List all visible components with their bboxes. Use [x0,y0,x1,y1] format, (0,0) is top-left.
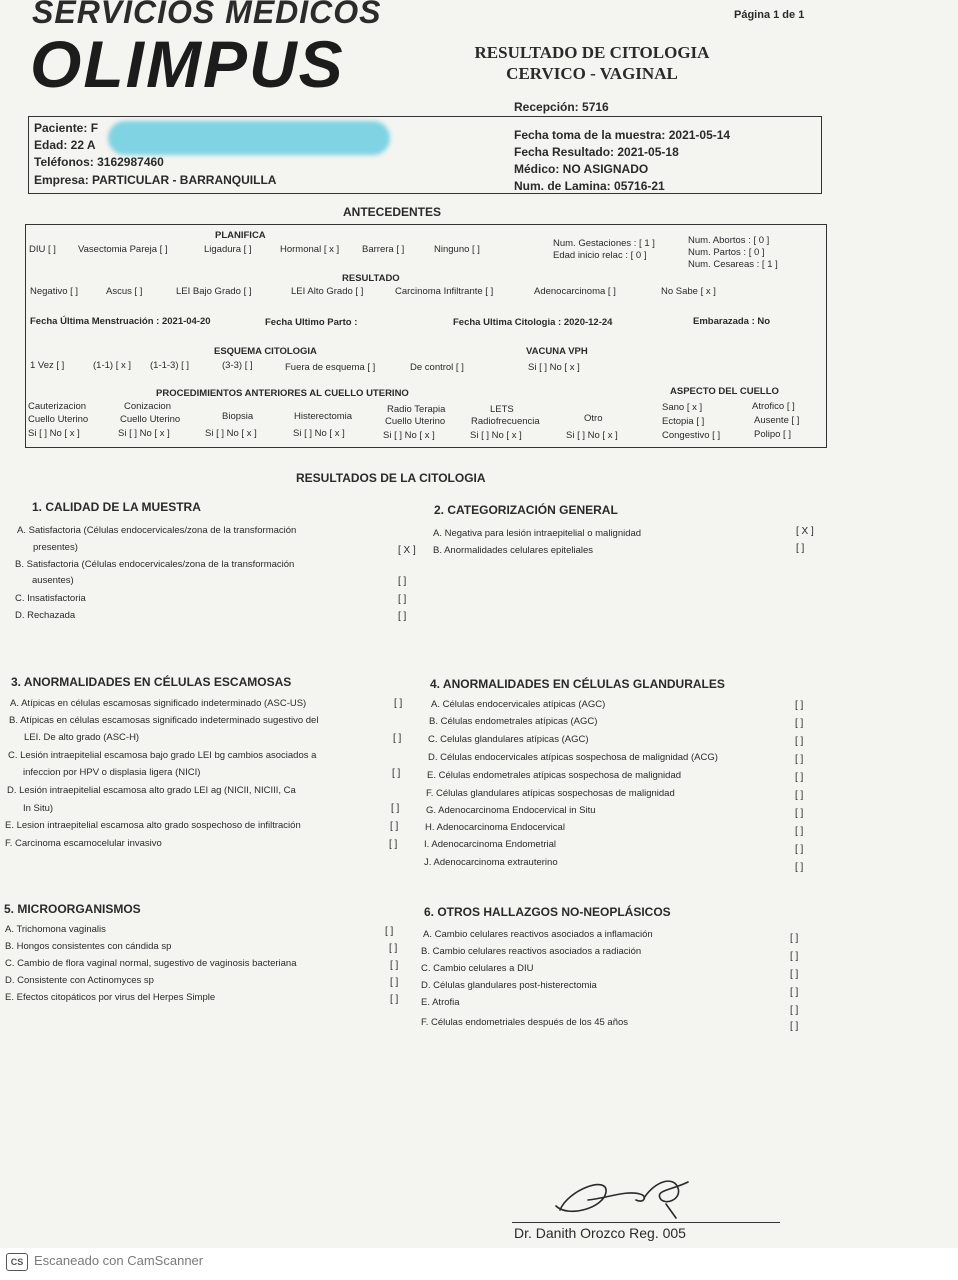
patient-company: Empresa: PARTICULAR - BARRANQUILLA [34,173,277,187]
planifica-ligadura: Ligadura [ ] [204,244,252,255]
s5-mark-b: [ ] [389,943,398,954]
s3-mark-f: [ ] [389,839,398,850]
redaction-mark [108,121,390,155]
proc-lets-value: Si [ ] No [ x ] [470,430,522,441]
s3-mark-b: [ ] [393,733,402,744]
s6-mark-e: [ ] [790,1005,799,1016]
esquema-title: ESQUEMA CITOLOGIA [214,346,317,357]
s5-item-b: B. Hongos consistentes con cándida sp [5,941,172,952]
s3-item-b2: LEI. De alto grado (ASC-H) [24,732,140,743]
signature-scribble [548,1170,708,1225]
s6-mark-c: [ ] [790,969,799,980]
aspecto-ausente: Ausente [ ] [754,415,800,426]
s1-item-c: C. Insatisfactoria [15,593,86,604]
planifica-title: PLANIFICA [215,230,266,241]
proc-histerectomia-value: Si [ ] No [ x ] [293,428,345,439]
s6-item-e: E. Atrofia [421,997,460,1008]
s4-item-j: J. Adenocarcinoma extrauterino [424,857,558,868]
aspecto-congestivo: Congestivo [ ] [662,430,721,441]
s1-item-a1: A. Satisfactoria (Células endocervicales/zona de la transformación [17,525,297,536]
s1-item-b1: B. Satisfactoria (Células endocervicales/zona de la transformación [15,559,295,570]
s5-mark-e: [ ] [390,994,399,1005]
proc-otro-value: Si [ ] No [ x ] [566,430,618,441]
cesareas: Num. Cesareas : [ 1 ] [688,259,778,270]
title-line2: CERVICO - VAGINAL [506,64,678,83]
planifica-barrera: Barrera [ ] [362,244,405,255]
planifica-hormonal: Hormonal [ x ] [280,244,340,255]
resultados-title: RESULTADOS DE LA CITOLOGIA [296,471,486,485]
s5-item-e: E. Efectos citopáticos por virus del Herpes Simple [5,992,216,1003]
s4-mark-a: [ ] [795,700,804,711]
reception-number: Recepción: 5716 [514,100,609,114]
s3-item-a: A. Atípicas en células escamosas significado indeterminado (ASC-US) [10,698,307,709]
s3-title: 3. ANORMALIDADES EN CÉLULAS ESCAMOSAS [11,675,292,689]
proc-radioterapia-value: Si [ ] No [ x ] [383,430,435,441]
aspecto-ectopia: Ectopia [ ] [662,416,705,427]
aspecto-polipo: Polipo [ ] [754,429,791,440]
s5-mark-d: [ ] [390,977,399,988]
s5-title: 5. MICROORGANISMOS [4,902,141,916]
planifica-ninguno: Ninguno [ ] [434,244,480,255]
s4-item-i: I. Adenocarcinoma Endometrial [424,839,557,850]
esquema-1-1-3: (1-1-3) [ ] [150,360,190,371]
signature-name: Dr. Danith Orozco Reg. 005 [514,1225,686,1241]
s5-item-c: C. Cambio de flora vaginal normal, sugestivo de vaginosis bacteriana [5,958,297,969]
s3-item-b1: B. Atípicas en células escamosas significado indeterminado sugestivo del [9,715,319,726]
proc-lets-l1: LETS [490,404,514,415]
s2-title: 2. CATEGORIZACIÓN GENERAL [434,503,618,517]
proc-conizacion-value: Si [ ] No [ x ] [118,428,170,439]
s2-item-b: B. Anormalidades celulares epiteliales [433,545,594,556]
s1-item-b2: ausentes) [32,575,74,586]
page-indicator: Página 1 de 1 [734,9,805,21]
s4-item-b: B. Células endometrales atípicas (AGC) [429,716,598,727]
s1-mark-b: [ ] [398,576,407,587]
s1-item-d: D. Rechazada [15,610,76,621]
s2-mark-a: [ X ] [796,526,814,537]
s3-item-d2: In Situ) [23,803,54,814]
s4-item-h: H. Adenocarcinoma Endocervical [425,822,565,833]
esquema-1vez: 1 Vez [ ] [30,360,65,371]
s4-mark-i: [ ] [795,844,804,855]
vacuna-title: VACUNA VPH [526,346,588,357]
s2-mark-b: [ ] [796,543,805,554]
logo-line2: OLIMPUS [30,27,345,101]
document-title [452,42,732,84]
partos: Num. Partos : [ 0 ] [688,247,765,258]
aspecto-atrofico: Atrofico [ ] [752,401,795,412]
s6-item-b: B. Cambio celulares reactivos asociados a radiación [421,946,642,957]
s4-mark-c: [ ] [795,736,804,747]
s3-item-d1: D. Lesión intraepitelial escamosa alto grado LEI ag (NICII, NICIII, Ca [7,785,296,796]
s6-mark-f: [ ] [790,1021,799,1032]
s2-item-a: A. Negativa para lesión intraepitelial o malignidad [433,528,642,539]
s4-mark-d: [ ] [795,754,804,765]
result-date: Fecha Resultado: 2021-05-18 [514,145,679,159]
s4-mark-e: [ ] [795,772,804,783]
resultado-adenocarcinoma: Adenocarcinoma [ ] [534,286,616,297]
s6-item-d: D. Células glandulares post-histerectomia [421,980,597,991]
s4-title: 4. ANORMALIDADES EN CÉLULAS GLANDURALES [430,677,725,691]
s1-title: 1. CALIDAD DE LA MUESTRA [32,500,201,514]
s4-item-a: A. Células endocervicales atípicas (AGC) [431,699,606,710]
fuc: Fecha Ultima Citologia : 2020-12-24 [453,317,613,328]
signature-line [512,1222,780,1223]
s1-mark-a: [ X ] [398,545,416,556]
s6-title: 6. OTROS HALLAZGOS NO-NEOPLÁSICOS [424,905,671,919]
s4-mark-b: [ ] [795,718,804,729]
edad-inicio: Edad inicio relac : [ 0 ] [553,250,647,261]
embarazada: Embarazada : No [693,316,771,327]
camscanner-icon: CS [6,1253,28,1271]
resultado-negativo: Negativo [ ] [30,286,79,297]
proc-radioterapia-l1: Radio Terapia [387,404,446,415]
proc-cauterizacion-l2: Cuello Uterino [28,414,89,425]
s6-item-c: C. Cambio celulares a DIU [421,963,534,974]
s1-mark-d: [ ] [398,611,407,622]
esquema-3-3: (3-3) [ ] [222,360,253,371]
proc-lets-l2: Radiofrecuencia [471,416,540,427]
proc-histerectomia-l2: Histerectomia [294,411,353,422]
planifica-vasectomia: Vasectomia Pareja [ ] [78,244,168,255]
doctor: Médico: NO ASIGNADO [514,162,649,176]
s3-mark-d: [ ] [391,803,400,814]
vacuna-value: Si [ ] No [ x ] [528,362,580,373]
s6-mark-b: [ ] [790,951,799,962]
proc-cauterizacion-l1: Cauterizacion [28,401,87,412]
resultado-ascus: Ascus [ ] [106,286,143,297]
patient-phone: Teléfonos: 3162987460 [34,155,164,169]
s6-mark-d: [ ] [790,987,799,998]
sample-date: Fecha toma de la muestra: 2021-05-14 [514,128,731,142]
fup: Fecha Ultimo Parto : [265,317,358,328]
s1-mark-c: [ ] [398,594,407,605]
s4-mark-f: [ ] [795,790,804,801]
patient-name: Paciente: F [34,121,99,135]
resultado-title: RESULTADO [342,273,400,284]
logo-line1: SERVICIOS MEDICOS [32,0,382,30]
s6-item-a: A. Cambio celulares reactivos asociados a inflamación [423,929,653,940]
s3-item-c2: infeccion por HPV o displasia ligera (NICI) [23,767,201,778]
resultado-carcinoma: Carcinoma Infiltrante [ ] [395,286,494,297]
proc-conizacion-l2: Cuello Uterino [120,414,181,425]
proc-otro-l2: Otro [584,413,603,424]
abortos: Num. Abortos : [ 0 ] [688,235,770,246]
scanner-label: Escaneado con CamScanner [34,1253,204,1268]
s5-item-a: A. Trichomona vaginalis [5,924,106,935]
planifica-diu: DIU [ ] [29,244,56,255]
slide-number: Num. de Lamina: 05716-21 [514,179,665,193]
s4-item-c: C. Celulas glandulares atípicas (AGC) [428,734,589,745]
s5-mark-c: [ ] [390,960,399,971]
proc-radioterapia-l2: Cuello Uterino [385,416,446,427]
s4-mark-j: [ ] [795,862,804,873]
esquema-1-1: (1-1) [ x ] [93,360,132,371]
proc-conizacion-l1: Conizacion [124,401,171,412]
s4-item-g: G. Adenocarcinoma Endocervical in Situ [426,805,596,816]
s6-mark-a: [ ] [790,933,799,944]
s3-mark-a: [ ] [394,698,403,709]
s4-item-d: D. Células endocervicales atípicas sospechosa de malignidad (ACG) [428,752,718,763]
s3-item-c1: C. Lesión intraepitelial escamosa bajo grado LEI bg cambios asociados a [8,750,317,761]
proc-cauterizacion-value: Si [ ] No [ x ] [28,428,80,439]
s3-mark-e: [ ] [390,821,399,832]
esquema-fuera: Fuera de esquema [ ] [285,362,376,373]
resultado-lei-alto: LEI Alto Grado [ ] [291,286,364,297]
s4-item-e: E. Células endometrales atípicas sospechosa de malignidad [427,770,682,781]
esquema-control: De control [ ] [410,362,464,373]
s5-mark-a: [ ] [385,926,394,937]
fum: Fecha Última Menstruación : 2021-04-20 [30,316,211,327]
procedimientos-title: PROCEDIMIENTOS ANTERIORES AL CUELLO UTERINO [156,388,409,399]
patient-age: Edad: 22 A [34,138,96,152]
s1-item-a2: presentes) [33,542,78,553]
aspecto-title: ASPECTO DEL CUELLO [670,386,779,397]
antecedentes-title: ANTECEDENTES [343,205,442,219]
s5-item-d: D. Consistente con Actinomyces sp [5,975,154,986]
s4-mark-g: [ ] [795,808,804,819]
proc-biopsia-value: Si [ ] No [ x ] [205,428,257,439]
s4-mark-h: [ ] [795,826,804,837]
resultado-lei-bajo: LEI Bajo Grado [ ] [176,286,252,297]
title-line1: RESULTADO DE CITOLOGIA [474,43,710,62]
proc-biopsia-l2: Biopsia [222,411,254,422]
s3-item-e: E. Lesion intraepitelial escamosa alto grado sospechoso de infiltración [5,820,301,831]
s6-item-f: F. Células endometriales después de los 45 años [421,1017,629,1028]
s3-item-f: F. Carcinoma escamocelular invasivo [5,838,162,849]
resultado-no-sabe: No Sabe [ x ] [661,286,716,297]
aspecto-sano: Sano [ x ] [662,402,703,413]
s3-mark-c: [ ] [392,768,401,779]
s4-item-f: F. Células glandulares atípicas sospechosas de malignidad [426,788,675,799]
gestaciones: Num. Gestaciones : [ 1 ] [553,238,655,249]
